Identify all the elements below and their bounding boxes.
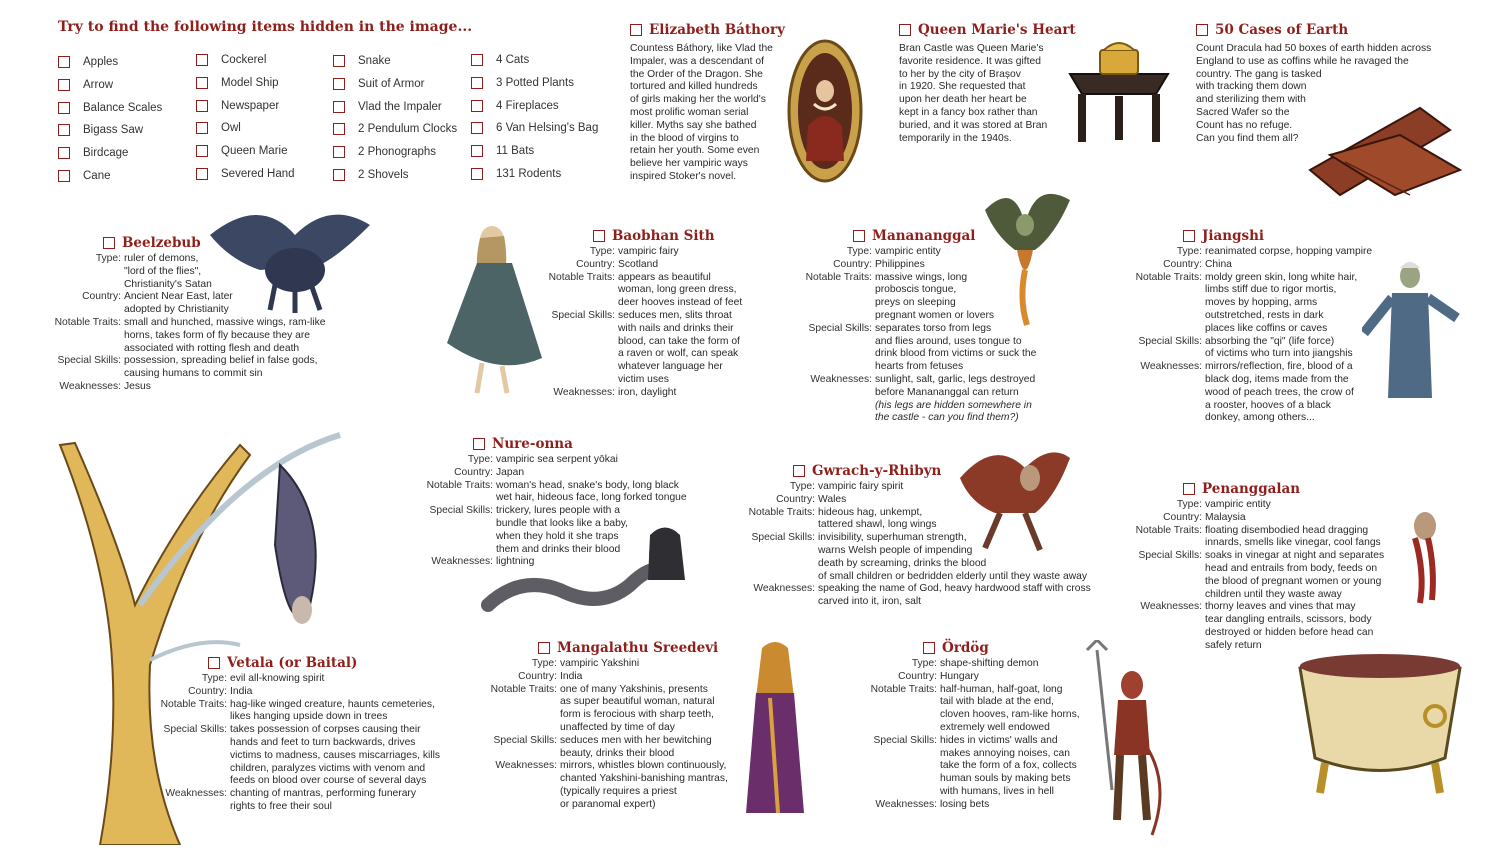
earth-crates-illustration (1300, 100, 1480, 210)
find-item[interactable]: 6 Van Helsing's Bag (471, 117, 598, 140)
traits-row: Notable Traits: floating disembodied head dragging innards, smells like vinegar, cool fangs (1135, 524, 1381, 549)
weaknesses-row: Weaknesses: sunlight, salt, garlic, legs destroyed before Manananggal can return (his legs are hidden somewhere in the castle - can you find them?) (810, 373, 1036, 424)
find-item[interactable]: Balance Scales (58, 96, 162, 119)
skills-row: Special Skills: takes possession of corpses causing their hands and feet to turn backwards, drives victims to madness, causes miscarriages, kills children, paralyzes victims with venom and feeds on blood over course of several days (163, 724, 441, 787)
feature-cases-of-earth (1196, 20, 1348, 40)
country-row: Country: India (518, 670, 583, 682)
type-row: Type: reanimated corpse, hopping vampire (1176, 246, 1373, 257)
nure-onna-illustration (480, 515, 700, 615)
find-column-1 (58, 50, 162, 187)
creature-title: Nure-onna (492, 436, 573, 452)
feature-title: 50 Cases of Earth (1215, 22, 1349, 38)
creature-mangalathu-sreedevi (480, 638, 770, 812)
weaknesses-row: Weaknesses: speaking the name of God, heavy hardwood staff with cross carved into it, iron, salt (753, 583, 1091, 608)
checkbox[interactable] (1183, 230, 1195, 242)
weaknesses-row: Weaknesses: losing bets (875, 798, 990, 810)
checkbox[interactable] (196, 145, 208, 157)
feature-text: Bran Castle was Queen Marie's favorite residence. It was gifted to her by the city of Brașov in 1920. She requested that upon her death her heart be kept in a fancy box rather than buried, and it was stored at Bran temporarily in the 1940s. (899, 43, 1048, 144)
find-item[interactable]: 2 Shovels (333, 163, 457, 186)
country-row: Country: Wales (776, 493, 847, 505)
feature-title: Queen Marie's Heart (918, 22, 1076, 38)
checkbox[interactable] (1196, 24, 1208, 36)
type-row: Type: vampiric fairy (589, 246, 679, 257)
creature-title: Jiangshi (1202, 228, 1265, 244)
traits-row: Notable Traits: moldy green skin, long white hair, limbs stiff due to rigor mortis, moves by hopping, arms outstretched, rests in dark places like coffins or caves (1135, 271, 1358, 334)
weaknesses-row: Weaknesses: mirrors, whistles blown continuously, chanted Yakshini-banishing mantras, (typically requires a priest or paranomal expert) (495, 760, 728, 810)
jiangshi-illustration (1362, 258, 1462, 408)
traits-row: Notable Traits: hag-like winged creature, haunts cemeteries, likes hanging upside down in trees (160, 698, 435, 723)
weaknesses-row: Weaknesses: iron, daylight (553, 386, 677, 398)
skills-row: Special Skills: seduces men with her bewitching beauty, drinks their blood (493, 734, 712, 759)
find-item[interactable]: 2 Phonographs (333, 141, 457, 164)
checkbox[interactable] (471, 122, 483, 134)
checkbox[interactable] (333, 101, 345, 113)
find-item[interactable]: Owl (196, 117, 295, 140)
feature-text: Countess Báthory, like Vlad the Impaler, was a descendant of the Order of the Dragon. She tortured and killed hundreds of girls making her the world's most prolific woman serial killer. Myths say she bathed in the blood of virgins to retain her youth. Some even believe her vampiric ways inspired Stoker's novel. (630, 43, 773, 182)
type-row: Type: vampiric Yakshini (531, 658, 640, 669)
checkbox[interactable] (793, 465, 805, 477)
traits-row: Notable Traits: appears as beautiful woman, long green dress, deer hooves instead of feet (548, 271, 743, 309)
traits-row: Notable Traits: half-human, half-goat, long tail with blade at the end, cloven hooves, ram-like horns, extremely well endowed (870, 683, 1080, 733)
country-row: Country: China (1163, 258, 1232, 270)
find-item[interactable]: 4 Fireplaces (471, 94, 598, 117)
gwrach-y-rhibyn-illustration (955, 438, 1075, 558)
traits-row: Notable Traits: small and hunched, massive wings, ram-like horns, takes form of fly because they are associated with rotting flesh and death (54, 316, 326, 354)
country-row: Country: Japan (454, 466, 525, 478)
find-item[interactable]: Severed Hand (196, 162, 295, 185)
checkbox[interactable] (333, 169, 345, 181)
checkbox[interactable] (333, 123, 345, 135)
checkbox[interactable] (593, 230, 605, 242)
checkbox[interactable] (853, 230, 865, 242)
type-row: Type: vampiric entity (846, 246, 941, 257)
find-item[interactable]: 4 Cats (471, 49, 598, 72)
creature-gwrach-y-rhibyn (738, 461, 1138, 609)
find-item[interactable]: Snake (333, 50, 457, 73)
checkbox[interactable] (333, 146, 345, 158)
country-row: Country: Ancient Near East, later adopted by Christianity (82, 291, 233, 316)
country-row: Country: Malaysia (1163, 511, 1246, 523)
find-item[interactable]: Newspaper (196, 94, 295, 117)
skills-row: Special Skills: separates torso from legs and flies around, uses tongue to drink blood from victims or suck the hearts from fetuses (808, 322, 1037, 373)
weaknesses-row: Weaknesses: thorny leaves and vines that may tear dangling entrails, scissors, body destroyed or hidden before head can safely return (1140, 601, 1374, 651)
find-column-3 (333, 50, 457, 186)
weaknesses-row: Weaknesses: mirrors/reflection, fire, blood of a black dog, items made from the wood of peach trees, the crow of a rooster, hooves of a black donkey, among others... (1140, 361, 1354, 424)
creature-title: Beelzebub (122, 235, 201, 251)
checkbox[interactable] (923, 642, 935, 654)
traits-row: Notable Traits: massive wings, long proboscis tongue, preys on sleeping pregnant women or lovers (805, 271, 995, 321)
find-item[interactable]: Cane (58, 164, 162, 187)
feature-title: Elizabeth Báthory (649, 22, 785, 38)
creature-title: Manananggal (872, 228, 976, 244)
find-item[interactable]: 2 Pendulum Clocks (333, 118, 457, 141)
country-row: Country: Philippines (833, 258, 925, 270)
weaknesses-row: Weaknesses: lightning (431, 556, 535, 568)
skills-row: Special Skills: hides in victims' walls and makes annoying noises, can take the form of a fox, collects human souls by making bets with humans, lives in hell (873, 734, 1077, 797)
checkbox[interactable] (58, 170, 70, 182)
checkbox[interactable] (473, 438, 485, 450)
find-column-4 (471, 49, 598, 185)
type-row: Type: shape-shifting demon (911, 658, 1039, 669)
checkbox[interactable] (471, 168, 483, 180)
find-item[interactable]: Birdcage (58, 142, 162, 165)
bathtub-illustration (1295, 638, 1465, 798)
ordog-illustration (1082, 640, 1172, 840)
skills-row: Special Skills: absorbing the "qi" (life force) of victims who turn into jiangshis (1138, 335, 1353, 360)
find-item[interactable]: 3 Potted Plants (471, 72, 598, 95)
checkbox[interactable] (538, 642, 550, 654)
checkbox[interactable] (899, 24, 911, 36)
country-row: Country: Hungary (898, 670, 979, 682)
penanggalan-illustration (1400, 508, 1450, 608)
checkbox[interactable] (58, 79, 70, 91)
checkbox[interactable] (58, 147, 70, 159)
creature-jiangshi (1125, 226, 1385, 425)
checkbox[interactable] (58, 124, 70, 136)
checkbox[interactable] (471, 77, 483, 89)
checkbox[interactable] (58, 102, 70, 114)
skills-row: Special Skills: invisibility, superhuman strength, warns Welsh people of impending death by screaming, drinks the blood of small children or bedridden elderly until they waste away (751, 532, 1088, 582)
type-row: Type: evil all-knowing spirit (201, 673, 325, 684)
find-item[interactable]: Model Ship (196, 72, 295, 95)
country-row: Country: India (188, 685, 253, 697)
skills-row: Special Skills: seduces men, slits throat with nails and drinks their blood, can take the form of a raven or wolf, can speak whatever language her victim uses (551, 309, 740, 385)
find-item[interactable]: Arrow (58, 74, 162, 97)
creature-title: Baobhan Sith (612, 228, 715, 244)
checkbox[interactable] (103, 237, 115, 249)
type-row: Type: vampiric fairy spirit (789, 481, 904, 492)
checkbox[interactable] (58, 56, 70, 68)
find-item[interactable]: Cockerel (196, 49, 295, 72)
country-row: Country: Scotland (576, 258, 659, 270)
feature-text: Count Dracula had 50 boxes of earth hidden across England to use as coffins while he ravaged the country. The gang is tasked with tracking them down and sterilizing them with Sacred Wafer so the Count has no refuge. Can you find them all? (1196, 43, 1432, 144)
traits-row: Notable Traits: one of many Yakshinis, presents as super beautiful woman, natural form is ferocious with sharp teeth, unaffected by time of day (490, 683, 715, 733)
bathory-portrait-illustration (786, 36, 864, 186)
find-list-heading: Try to find the following items hidden in the image... (58, 19, 473, 35)
creature-title: Vetala (or Baital) (227, 655, 358, 671)
checkbox[interactable] (196, 77, 208, 89)
checkbox[interactable] (196, 100, 208, 112)
creature-penanggalan (1125, 479, 1425, 653)
creature-title: Gwrach-y-Rhibyn (812, 463, 942, 479)
find-item[interactable]: Suit of Armor (333, 73, 457, 96)
mangalathu-sreedevi-illustration (740, 638, 810, 818)
heart-casket-illustration (1060, 34, 1178, 146)
manananggal-illustration (975, 180, 1075, 330)
weaknesses-row: Weaknesses: chanting of mantras, performing funerary rights to free their soul (165, 788, 417, 812)
skills-row: Special Skills: soaks in vinegar at night and separates head and entrails from body, feeds on the blood of pregnant women or young children until they waste away (1138, 550, 1385, 600)
find-item[interactable]: 131 Rodents (471, 162, 598, 185)
find-item[interactable]: 11 Bats (471, 140, 598, 163)
skills-row: Special Skills: trickery, lures people with a bundle that looks like a baby, when they hold it she traps them and drinks their blood (429, 505, 629, 555)
checkbox[interactable] (471, 100, 483, 112)
checkbox[interactable] (333, 78, 345, 90)
find-item[interactable]: Bigass Saw (58, 119, 162, 142)
checkbox[interactable] (208, 657, 220, 669)
creature-baobhan-sith (535, 226, 765, 400)
find-column-2 (196, 49, 295, 185)
skills-row: Special Skills: possession, spreading belief in false gods, causing humans to commit sin (57, 355, 318, 380)
feature-queen-marie (899, 20, 1076, 40)
creature-title: Mangalathu Sreedevi (557, 640, 719, 656)
checkbox[interactable] (196, 168, 208, 180)
find-item[interactable]: Vlad the Impaler (333, 95, 457, 118)
type-row: Type: vampiric sea serpent yōkai (467, 454, 618, 465)
traits-row: Notable Traits: woman's head, snake's body, long black wet hair, hideous face, long forked tongue (426, 479, 687, 504)
checkbox[interactable] (1183, 483, 1195, 495)
type-row: Type: ruler of demons, "lord of the flies", Christianity's Satan (95, 253, 212, 290)
traits-row: Notable Traits: hideous hag, unkempt, tattered shawl, long wings (748, 506, 937, 531)
checkbox[interactable] (196, 122, 208, 134)
checkbox[interactable] (630, 24, 642, 36)
creature-title: Ördög (942, 640, 989, 656)
checkbox[interactable] (471, 145, 483, 157)
find-item[interactable]: Queen Marie (196, 140, 295, 163)
checkbox[interactable] (196, 54, 208, 66)
creature-title: Penanggalan (1202, 481, 1301, 497)
creature-beelzebub (50, 233, 370, 394)
creature-vetala (150, 653, 470, 814)
type-row: Type: vampiric entity (1176, 499, 1271, 510)
feature-bathory (630, 20, 785, 40)
find-item[interactable]: Apples (58, 51, 162, 74)
checkbox[interactable] (333, 55, 345, 67)
checkbox[interactable] (471, 54, 483, 66)
weaknesses-row: Weaknesses: Jesus (59, 380, 151, 392)
